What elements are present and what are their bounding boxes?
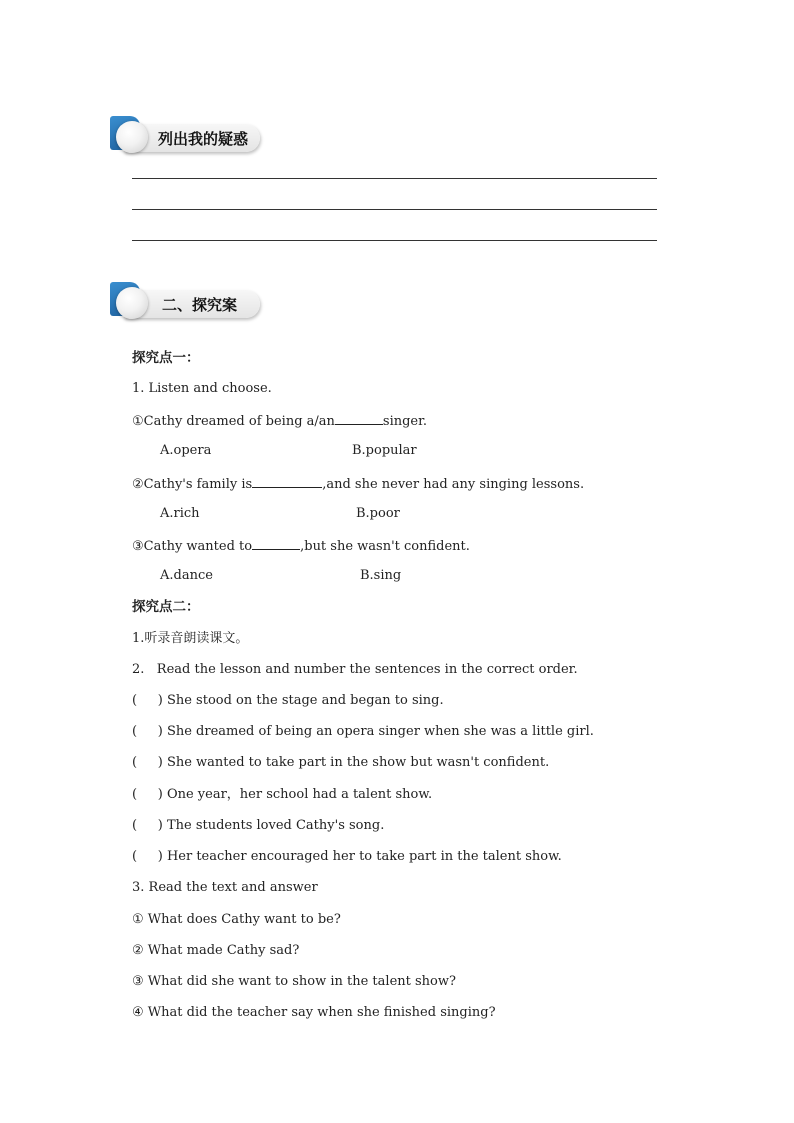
question-text: ③Cathy wanted to	[132, 539, 253, 554]
part1-heading: 探究点一：	[132, 350, 200, 366]
comprehension-question: ③ What did she want to show in the talent show?	[132, 974, 456, 989]
option-a: A.opera	[160, 443, 212, 458]
option-a: A.dance	[160, 568, 213, 583]
circle-icon	[116, 121, 148, 153]
order-sentence: Her teacher encouraged her to take part in the talent show.	[166, 849, 562, 864]
order-parentheses: ( )	[132, 787, 163, 802]
section-title: 二、探究案	[162, 296, 238, 314]
blank-line	[335, 412, 383, 425]
order-parentheses: ( )	[132, 849, 163, 864]
answer-line	[132, 209, 657, 210]
question-item	[132, 412, 427, 430]
order-item	[132, 818, 384, 834]
answer-line	[132, 178, 657, 179]
order-parentheses: ( )	[132, 693, 163, 708]
question-title: 1.听录音朗读课文。	[132, 631, 249, 646]
order-sentence: She dreamed of being an opera singer when she was a little girl.	[166, 724, 594, 739]
part2-heading: 探究点二：	[132, 599, 200, 615]
question-text: ,and she never had any singing lessons.	[322, 477, 585, 492]
order-item	[132, 787, 432, 803]
option-a: A.rich	[160, 506, 200, 521]
order-parentheses: ( )	[132, 755, 163, 770]
circle-icon	[116, 287, 148, 319]
comprehension-question: ① What does Cathy want to be?	[132, 912, 341, 927]
section-title: 列出我的疑惑	[158, 130, 249, 148]
section-header-doubts	[110, 116, 262, 158]
question-text: ①Cathy dreamed of being a/an	[132, 414, 335, 429]
question-item	[132, 537, 470, 555]
order-parentheses: ( )	[132, 724, 163, 739]
order-item	[132, 849, 562, 865]
blank-line	[252, 537, 300, 550]
comprehension-question: ② What made Cathy sad?	[132, 943, 300, 958]
question-text: singer.	[382, 414, 428, 429]
blank-line	[252, 475, 322, 488]
comprehension-question: ④ What did the teacher say when she finished singing?	[132, 1005, 496, 1020]
question-text: ,but she wasn't confident.	[300, 539, 470, 554]
order-sentence: She wanted to take part in the show but wasn't confident.	[166, 755, 550, 770]
order-sentence: One year，her school had a talent show.	[166, 787, 433, 802]
order-sentence: The students loved Cathy's song.	[166, 818, 385, 833]
question-text: ②Cathy's family is	[132, 477, 253, 492]
question-title: 2. Read the lesson and number the sentences in the correct order.	[132, 662, 578, 677]
option-b: B.popular	[352, 443, 417, 458]
order-item	[132, 755, 549, 771]
order-parentheses: ( )	[132, 818, 163, 833]
answer-line	[132, 240, 657, 241]
order-item	[132, 693, 444, 709]
question-title: 3. Read the text and answer	[132, 880, 318, 895]
option-b: B.poor	[356, 506, 400, 521]
section-header-explore	[110, 282, 262, 324]
order-item	[132, 724, 594, 740]
question-item	[132, 475, 584, 493]
option-b: B.sing	[360, 568, 402, 583]
question-title: 1. Listen and choose.	[132, 381, 272, 396]
order-sentence: She stood on the stage and began to sing.	[166, 693, 444, 708]
